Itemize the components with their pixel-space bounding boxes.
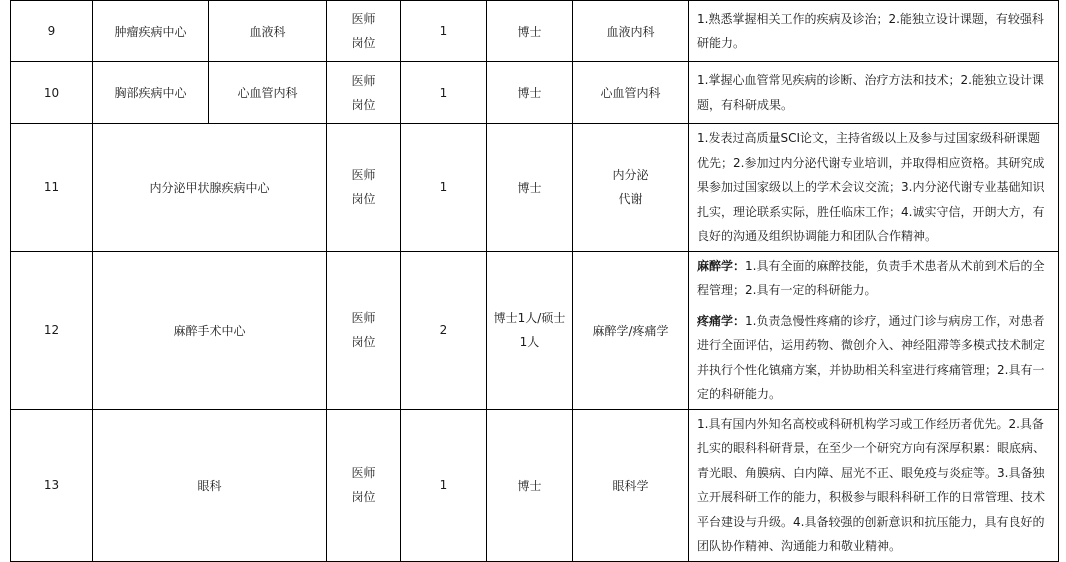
post-type [327,251,401,409]
post-line: 医师 [351,168,376,183]
requirements [689,251,1059,409]
post-type [327,1,401,62]
post-line: 岗位 [351,97,376,112]
row-number: 9 [11,1,93,62]
requirement-text: 1.具有全面的麻醉技能，负责手术患者从术前到术后的全程管理；2.具有一定的科研能力。 [697,258,1045,297]
education-line: 博士1人/硕士 [493,311,566,325]
requirements: 1.掌握心血管常见疾病的诊断、治疗方法和技术；2.能独立设计课题，有科研成果。 [689,62,1059,124]
major-line: 内分泌 [612,168,649,183]
major-line: 代谢 [618,192,643,207]
education [487,251,573,409]
requirement-text: 1.负责急慢性疼痛的诊疗，通过门诊与病房工作，对患者进行全面评估，运用药物、微创介入、神经阻滞等多模式技术制定并执行个性化镇痛方案，并协助相关科室进行疼痛管理；2.具有一定的科研能力。 [697,313,1046,401]
row-number: 13 [11,409,93,561]
requirement-anesthesia [697,254,1050,303]
headcount: 1 [401,62,487,124]
major: 麻醉学/疼痛学 [573,251,689,409]
table-row [11,124,1059,252]
major: 眼科学 [573,409,689,561]
major: 血液内科 [573,1,689,62]
table-row [11,62,1059,124]
education: 博士 [487,409,573,561]
department: 肿瘤疾病中心 [93,1,209,62]
post-line: 岗位 [351,490,376,504]
department: 胸部疾病中心 [93,62,209,124]
requirements: 1.发表过高质量SCI论文，主持省级以上及参与过国家级科研课题优先；2.参加过内分泌代谢专业培训，并取得相应资格。其研究成果参加过国家级以上的学术会议交流；3.内分泌代谢专业基础知识扎实，理论联系实际，胜任临床工作；4.诚实守信，开朗大方，有良好的沟通及组织协调能力和团队合作精神。 [689,124,1059,252]
requirement-title: 麻醉学： [697,258,746,273]
requirements: 1.熟悉掌握相关工作的疾病及诊治；2.能独立设计课题，有较强科研能力。 [689,1,1059,62]
education-line: 1人 [519,335,540,349]
sub-department: 血液科 [209,1,327,62]
requirement-pain [697,309,1050,407]
department: 内分泌甲状腺疾病中心 [93,124,327,252]
education: 博士 [487,62,573,124]
post-line: 岗位 [351,192,376,207]
requirements: 1.具有国内外知名高校或科研机构学习或工作经历者优先。2.具备扎实的眼科科研背景，在至少一个研究方向有深厚积累：眼底病、青光眼、角膜病、白内障、屈光不正、眼免疫与炎症等。3.具备独立开展科研工作的能力，积极参与眼科科研工作的日常管理、技术平台建设与升级。4.具备较强的创新意识和抗压能力，具有良好的团队协作精神、沟通能力和敬业精神。 [689,409,1059,561]
department: 眼科 [93,409,327,561]
post-line: 医师 [351,466,376,480]
recruitment-table [10,0,1059,562]
headcount: 1 [401,1,487,62]
post-type [327,409,401,561]
education: 博士 [487,1,573,62]
headcount: 2 [401,251,487,409]
post-type [327,62,401,124]
post-line: 医师 [351,73,376,88]
table-row [11,251,1059,409]
department: 麻醉手术中心 [93,251,327,409]
post-type [327,124,401,252]
post-line: 岗位 [351,335,376,349]
row-number: 12 [11,251,93,409]
major [573,124,689,252]
post-line: 医师 [351,12,376,26]
headcount: 1 [401,409,487,561]
major: 心血管内科 [573,62,689,124]
table-row [11,409,1059,561]
table-row [11,1,1059,62]
sub-department: 心血管内科 [209,62,327,124]
requirement-title: 疼痛学： [697,313,746,328]
row-number: 11 [11,124,93,252]
post-line: 医师 [351,311,376,325]
headcount: 1 [401,124,487,252]
row-number: 10 [11,62,93,124]
education: 博士 [487,124,573,252]
post-line: 岗位 [351,36,376,50]
